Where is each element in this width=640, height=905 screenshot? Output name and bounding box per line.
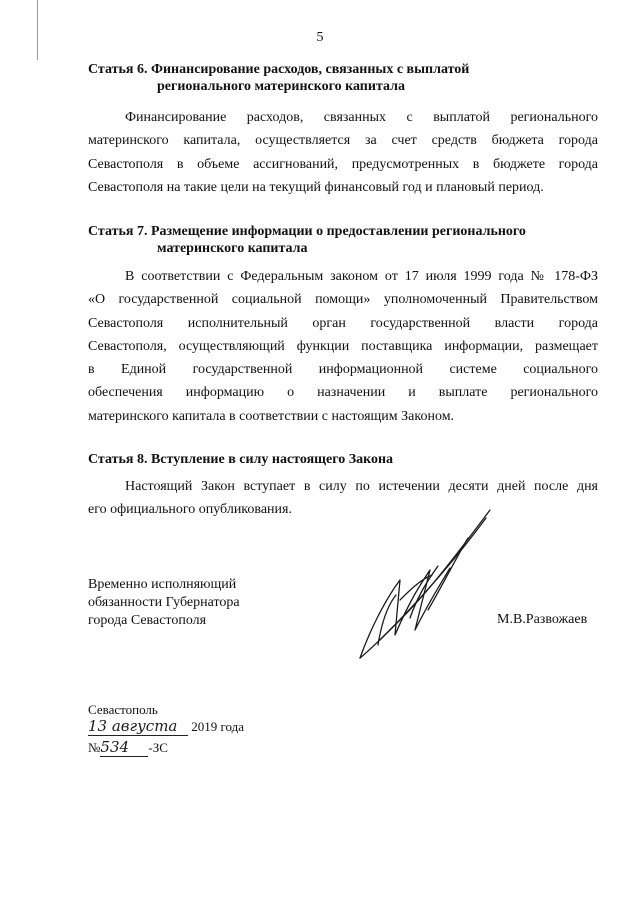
signatory-name: М.В.Развожаев <box>497 612 588 627</box>
signatory-title <box>88 576 240 630</box>
signatory-title-line: обязанности Губернатора <box>88 595 240 610</box>
text-line: в Единой государственной информационной системе социального <box>88 362 598 378</box>
handwritten-date: 13 августа <box>88 717 178 735</box>
date-field <box>88 717 188 736</box>
number-field <box>100 738 148 757</box>
text-line: Севастополя исполнительный орган государственной власти города <box>88 315 598 331</box>
article-7-text <box>88 265 598 428</box>
law-number-line <box>88 738 168 757</box>
article-8-heading <box>88 451 393 468</box>
text-line: материнского капитала, осуществляется за счет средств бюджета города <box>88 133 598 149</box>
article-8-heading-line1: Статья 8. Вступление в силу настоящего Закона <box>88 452 394 467</box>
article-6-text <box>88 106 598 199</box>
text-line: обеспечения информацию о назначении и выплате регионального <box>88 385 598 401</box>
text-line: Севастополя в объеме ассигнований, предусмотренных в бюджете города <box>88 156 598 172</box>
article-6-heading <box>88 61 469 95</box>
text-line: «О государственной социальной помощи» уполномоченный Правительством <box>88 292 598 308</box>
article-6-heading-line1: Статья 6. Финансирование расходов, связанных с выплатой <box>88 62 470 77</box>
place-of-signing: Севастополь <box>88 702 158 717</box>
signatory-title-line: Временно исполняющий <box>88 577 237 592</box>
article-7-heading-line1: Статья 7. Размещение информации о предоставлении регионального <box>88 224 526 239</box>
article-7-heading-line2: материнского капитала <box>157 241 308 256</box>
number-suffix: -ЗС <box>148 740 168 755</box>
handwritten-signature <box>340 500 500 665</box>
date-line <box>88 717 244 736</box>
handwritten-number: 534 <box>100 738 130 756</box>
text-line: В соответствии с Федеральным законом от 17 июля 1999 года № 178-ФЗ <box>125 269 598 284</box>
article-7-heading <box>88 223 526 257</box>
text-line: Настоящий Закон вступает в силу по истечении десяти дней после дня <box>125 479 598 494</box>
text-line: его официального опубликования. <box>88 502 292 518</box>
number-sign: № <box>88 740 101 755</box>
text-line: Финансирование расходов, связанных с выплатой регионального <box>125 110 598 125</box>
page-number: 5 <box>316 30 324 45</box>
text-line: Севастополя на такие цели на текущий финансовый год и плановый период. <box>88 179 544 195</box>
signatory-title-line: города Севастополя <box>88 613 207 628</box>
article-6-heading-line2: регионального материнского капитала <box>157 79 405 94</box>
date-year-suffix: 2019 года <box>191 719 245 734</box>
text-line: Севастополя, осуществляющий функции поставщика информации, размещает <box>88 338 598 354</box>
text-line: материнского капитала в соответствии с настоящим Законом. <box>88 408 455 424</box>
